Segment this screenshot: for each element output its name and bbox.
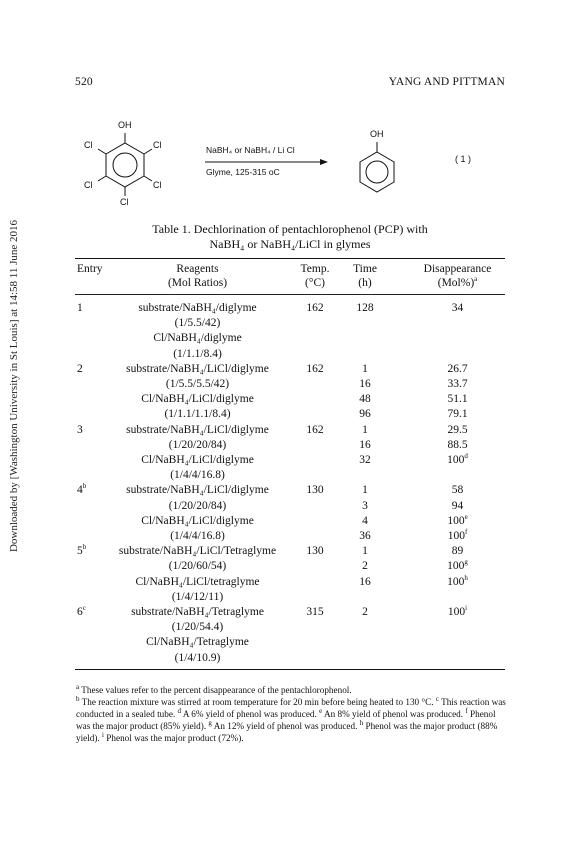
cell-time-text: 3 [362, 500, 368, 512]
footnote-h: $^h$ Phenol was the major product (88% yield). [76, 718, 498, 743]
cell-entry [77, 362, 83, 376]
cell-time [340, 362, 390, 376]
cell-reagents-text: substrate/NaBH₄/diglyme [138, 302, 257, 314]
cell-reagents [110, 347, 285, 361]
cell-disappearance-text: 100 [447, 530, 465, 542]
cell-entry [77, 605, 86, 619]
cell-reagents-text: Cl/NaBH₄/Tetraglyme [146, 636, 249, 648]
cell-disappearance-text: 29.5 [447, 424, 468, 436]
cell-time [340, 575, 390, 589]
cell-reagents-text: Cl/NaBH₄/LiCl/diglyme [141, 515, 254, 527]
cell-reagents-text: Cl/NaBH₄/LiCl/tetraglyme [135, 576, 260, 588]
cell-reagents-text: (1/20/20/84) [168, 500, 227, 512]
cell-reagents-text: substrate/NaBH₄/Tetraglyme [131, 606, 264, 618]
cell-disappearance [410, 544, 505, 558]
cell-time-text: 36 [359, 530, 371, 542]
cell-disappearance [410, 453, 505, 467]
cell-time-text: 16 [359, 378, 371, 390]
cell-entry [77, 483, 86, 497]
cell-disappearance [410, 362, 505, 376]
cell-entry-text: 1 [77, 302, 83, 314]
cell-time [340, 544, 390, 558]
cell-disappearance-text: 79.1 [447, 408, 468, 420]
header-entry: Entry [77, 263, 103, 275]
cell-temp-text: 162 [306, 363, 324, 375]
cell-disappearance [410, 605, 505, 619]
cell-temp [290, 483, 340, 497]
cell-reagents-text: (1/5.5/5.5/42) [165, 378, 230, 390]
cell-time-text: 4 [362, 515, 368, 527]
cell-reagents-text: (1/4/4/16.8) [170, 530, 225, 542]
cell-time [340, 453, 390, 467]
cell-time-text: 1 [362, 545, 368, 557]
cell-reagents-text: (1/1.1/8.4) [173, 348, 222, 360]
cell-reagents-text: substrate/NaBH₄/LiCl/diglyme [126, 484, 269, 496]
cell-time [340, 438, 390, 452]
cell-entry-mark: b [82, 543, 87, 552]
cell-reagents [110, 575, 285, 589]
cell-disappearance-text: 33.7 [447, 378, 468, 390]
cell-disappearance [410, 514, 505, 528]
cell-reagents [110, 331, 285, 345]
header-time-sub: (h) [358, 277, 372, 289]
cell-temp [290, 605, 340, 619]
cell-disappearance [410, 575, 505, 589]
cell-reagents [110, 651, 285, 665]
reaction-scheme [80, 110, 500, 210]
cell-time-text: 48 [359, 393, 371, 405]
cell-disappearance [410, 483, 505, 497]
footnote-e: $^e$ An 8% yield of phenol was produced. [319, 706, 466, 719]
product-oh-label: OH [370, 129, 384, 139]
cell-reagents [110, 529, 285, 543]
cell-reagents [110, 544, 285, 558]
cell-disappearance-text: 100 [447, 454, 465, 466]
table-caption [80, 222, 500, 252]
cell-time [340, 559, 390, 573]
footnote-b: $^b$ The reaction mixture was stirred at room temperature for 20 min before being heated to 130 °C. [76, 694, 436, 707]
cell-time-text: 2 [362, 606, 368, 618]
cell-time-text: 128 [356, 302, 374, 314]
cell-reagents [110, 301, 285, 315]
header-reagents: Reagents [176, 263, 219, 275]
cell-disappearance-text: 100 [447, 606, 466, 618]
reaction-drawing [80, 110, 500, 210]
cell-reagents-text: substrate/NaBH₄/LiCl/Tetraglyme [118, 545, 277, 557]
cell-disappearance-text: 26.7 [447, 363, 468, 375]
cell-disappearance [410, 559, 505, 573]
equation-number: ( 1 ) [455, 154, 472, 164]
cell-disappearance [410, 392, 505, 406]
cell-disappearance [410, 377, 505, 391]
cell-reagents [110, 499, 285, 513]
cell-reagents-text: (1/20/60/54) [168, 560, 227, 572]
cell-temp-text: 130 [306, 484, 324, 496]
cell-temp-text: 162 [306, 424, 324, 436]
cell-time [340, 529, 390, 543]
cell-reagents [110, 605, 285, 619]
cell-temp [290, 544, 340, 558]
caption-line: NaBH₄ or NaBH₄/LiCl in glymes [209, 237, 371, 251]
caption-line: Table 1. Dechlorination of pentachlorophenol (PCP) with [152, 222, 428, 236]
cell-disappearance-mark: f [464, 528, 468, 537]
cell-entry-text: 2 [77, 363, 83, 375]
cell-reagents-text: Cl/NaBH₄/diglyme [153, 332, 242, 344]
cell-entry-mark: c [82, 604, 86, 613]
cell-reagents [110, 468, 285, 482]
cell-disappearance [410, 438, 505, 452]
header-disappearance-sub-text: (Mol%) [437, 277, 475, 289]
cell-disappearance [410, 407, 505, 421]
header-time: Time [353, 263, 377, 275]
cell-disappearance-mark: i [465, 604, 468, 613]
cell-disappearance-text: 94 [451, 500, 464, 512]
download-watermark-text: Downloaded by [Washington University in St Louis] at 14:58 11 June 2016 [8, 219, 20, 553]
cell-time [340, 301, 390, 315]
cell-disappearance-text: 100 [447, 576, 465, 588]
cell-disappearance-mark: d [464, 452, 468, 461]
cell-reagents [110, 438, 285, 452]
cell-disappearance-text: 89 [451, 545, 464, 557]
cell-reagents-text: (1/5.5/42) [174, 317, 221, 329]
cell-entry-text: 4 [77, 484, 83, 496]
cell-time-text: 2 [362, 560, 368, 572]
cell-time [340, 499, 390, 513]
cell-disappearance-text: 34 [451, 302, 464, 314]
cell-reagents [110, 362, 285, 376]
footnote-i: $^i$ Phenol was the major product (72%). [102, 730, 244, 743]
cell-reagents-text: (1/4/4/16.8) [170, 469, 225, 481]
reactant-cl-label: Cl [84, 140, 93, 150]
cell-entry-mark: b [82, 482, 87, 491]
footnote-g: $^g$ An 12% yield of phenol was produced. [208, 718, 360, 731]
footnote-f: $^f$ Phenol was the major product (85% yield). [76, 706, 496, 731]
cell-disappearance-text: 100 [447, 515, 465, 527]
cell-reagents-text: (1/4/12/11) [171, 591, 224, 603]
cell-temp [290, 301, 340, 315]
footnote-d: $^d$ A 6% yield of phenol was produced. [177, 706, 320, 719]
cell-time-text: 16 [359, 439, 371, 451]
header-temp: Temp. [300, 263, 330, 275]
cell-reagents-text: Cl/NaBH₄/LiCl/diglyme [141, 393, 254, 405]
cell-time-text: 32 [359, 454, 371, 466]
reactant-oh-label: OH [118, 120, 132, 130]
cell-reagents [110, 483, 285, 497]
cell-reagents [110, 620, 285, 634]
reagents-text: NaBH₄ or NaBH₄ / Li Cl [206, 145, 295, 155]
cell-disappearance [410, 529, 505, 543]
cell-entry-text: 3 [77, 424, 83, 436]
cell-temp-text: 130 [306, 545, 324, 557]
cell-time [340, 423, 390, 437]
header-reagents-sub: (Mol Ratios) [167, 277, 228, 289]
cell-reagents [110, 590, 285, 604]
cell-reagents [110, 407, 285, 421]
cell-disappearance-text: 88.5 [447, 439, 468, 451]
cell-entry [77, 301, 83, 315]
cell-reagents [110, 635, 285, 649]
cell-temp [290, 362, 340, 376]
footnotes [76, 684, 506, 744]
cell-disappearance-mark: g [464, 558, 468, 567]
cell-time [340, 392, 390, 406]
cell-entry-text: 5 [77, 545, 83, 557]
cell-reagents [110, 377, 285, 391]
cell-disappearance [410, 423, 505, 437]
header-temp-sub: (°C) [305, 277, 325, 289]
cell-reagents-text: (1/1.1/1.1/8.4) [164, 408, 231, 420]
cell-time-text: 1 [362, 424, 368, 436]
cell-reagents [110, 514, 285, 528]
cell-disappearance-mark: h [464, 574, 468, 583]
cell-reagents-text: (1/4/10.9) [174, 652, 221, 664]
header-disappearance-mark: a [474, 275, 478, 284]
cell-reagents-text: (1/20/20/84) [168, 439, 227, 451]
reactant-cl-label: Cl [84, 180, 93, 190]
cell-temp [290, 423, 340, 437]
cell-time [340, 605, 390, 619]
table-top-rule [75, 258, 505, 259]
page-number: 520 [75, 76, 93, 88]
cell-time [340, 483, 390, 497]
cell-reagents-text: Cl/NaBH₄/LiCl/diglyme [141, 454, 254, 466]
cell-time [340, 514, 390, 528]
footnote-a: $^a$ These values refer to the percent disappearance of the pentachlorophenol. [76, 682, 352, 695]
cell-time-text: 96 [359, 408, 371, 420]
cell-reagents-text: substrate/NaBH₄/LiCl/diglyme [126, 424, 269, 436]
cell-temp-text: 315 [306, 606, 324, 618]
cell-reagents [110, 453, 285, 467]
cell-time-text: 1 [362, 363, 368, 375]
cell-reagents [110, 559, 285, 573]
reactant-cl-label: Cl [153, 140, 162, 150]
download-watermark [4, 120, 24, 660]
cell-disappearance-text: 51.1 [447, 393, 468, 405]
cell-reagents [110, 392, 285, 406]
cell-disappearance-mark: e [464, 513, 468, 522]
cell-reagents-text: (1/20/54.4) [171, 621, 224, 633]
cell-time-text: 1 [362, 484, 368, 496]
conditions-text: Glyme, 125-315 oC [206, 167, 280, 177]
cell-disappearance [410, 499, 505, 513]
table-header-rule [75, 294, 505, 295]
cell-entry [77, 423, 83, 437]
table-bottom-rule [75, 669, 505, 670]
cell-time [340, 377, 390, 391]
cell-time [340, 407, 390, 421]
cell-temp-text: 162 [306, 302, 324, 314]
header-disappearance: Disappearance [423, 263, 492, 275]
cell-reagents [110, 316, 285, 330]
reactant-cl-label: Cl [153, 180, 162, 190]
cell-disappearance-text: 100 [447, 560, 465, 572]
running-title: YANG AND PITTMAN [388, 76, 505, 88]
cell-time-text: 16 [359, 576, 371, 588]
cell-reagents-text: substrate/NaBH₄/LiCl/diglyme [126, 363, 269, 375]
cell-disappearance [410, 301, 505, 315]
cell-entry-text: 6 [77, 606, 83, 618]
cell-entry [77, 544, 86, 558]
footnote-c: $^c$ This reaction was conducted in a sealed tube. [76, 694, 506, 719]
cell-reagents [110, 423, 285, 437]
cell-disappearance-text: 58 [451, 484, 464, 496]
reactant-cl-label: Cl [120, 197, 129, 207]
header-disappearance-sub [410, 276, 505, 290]
